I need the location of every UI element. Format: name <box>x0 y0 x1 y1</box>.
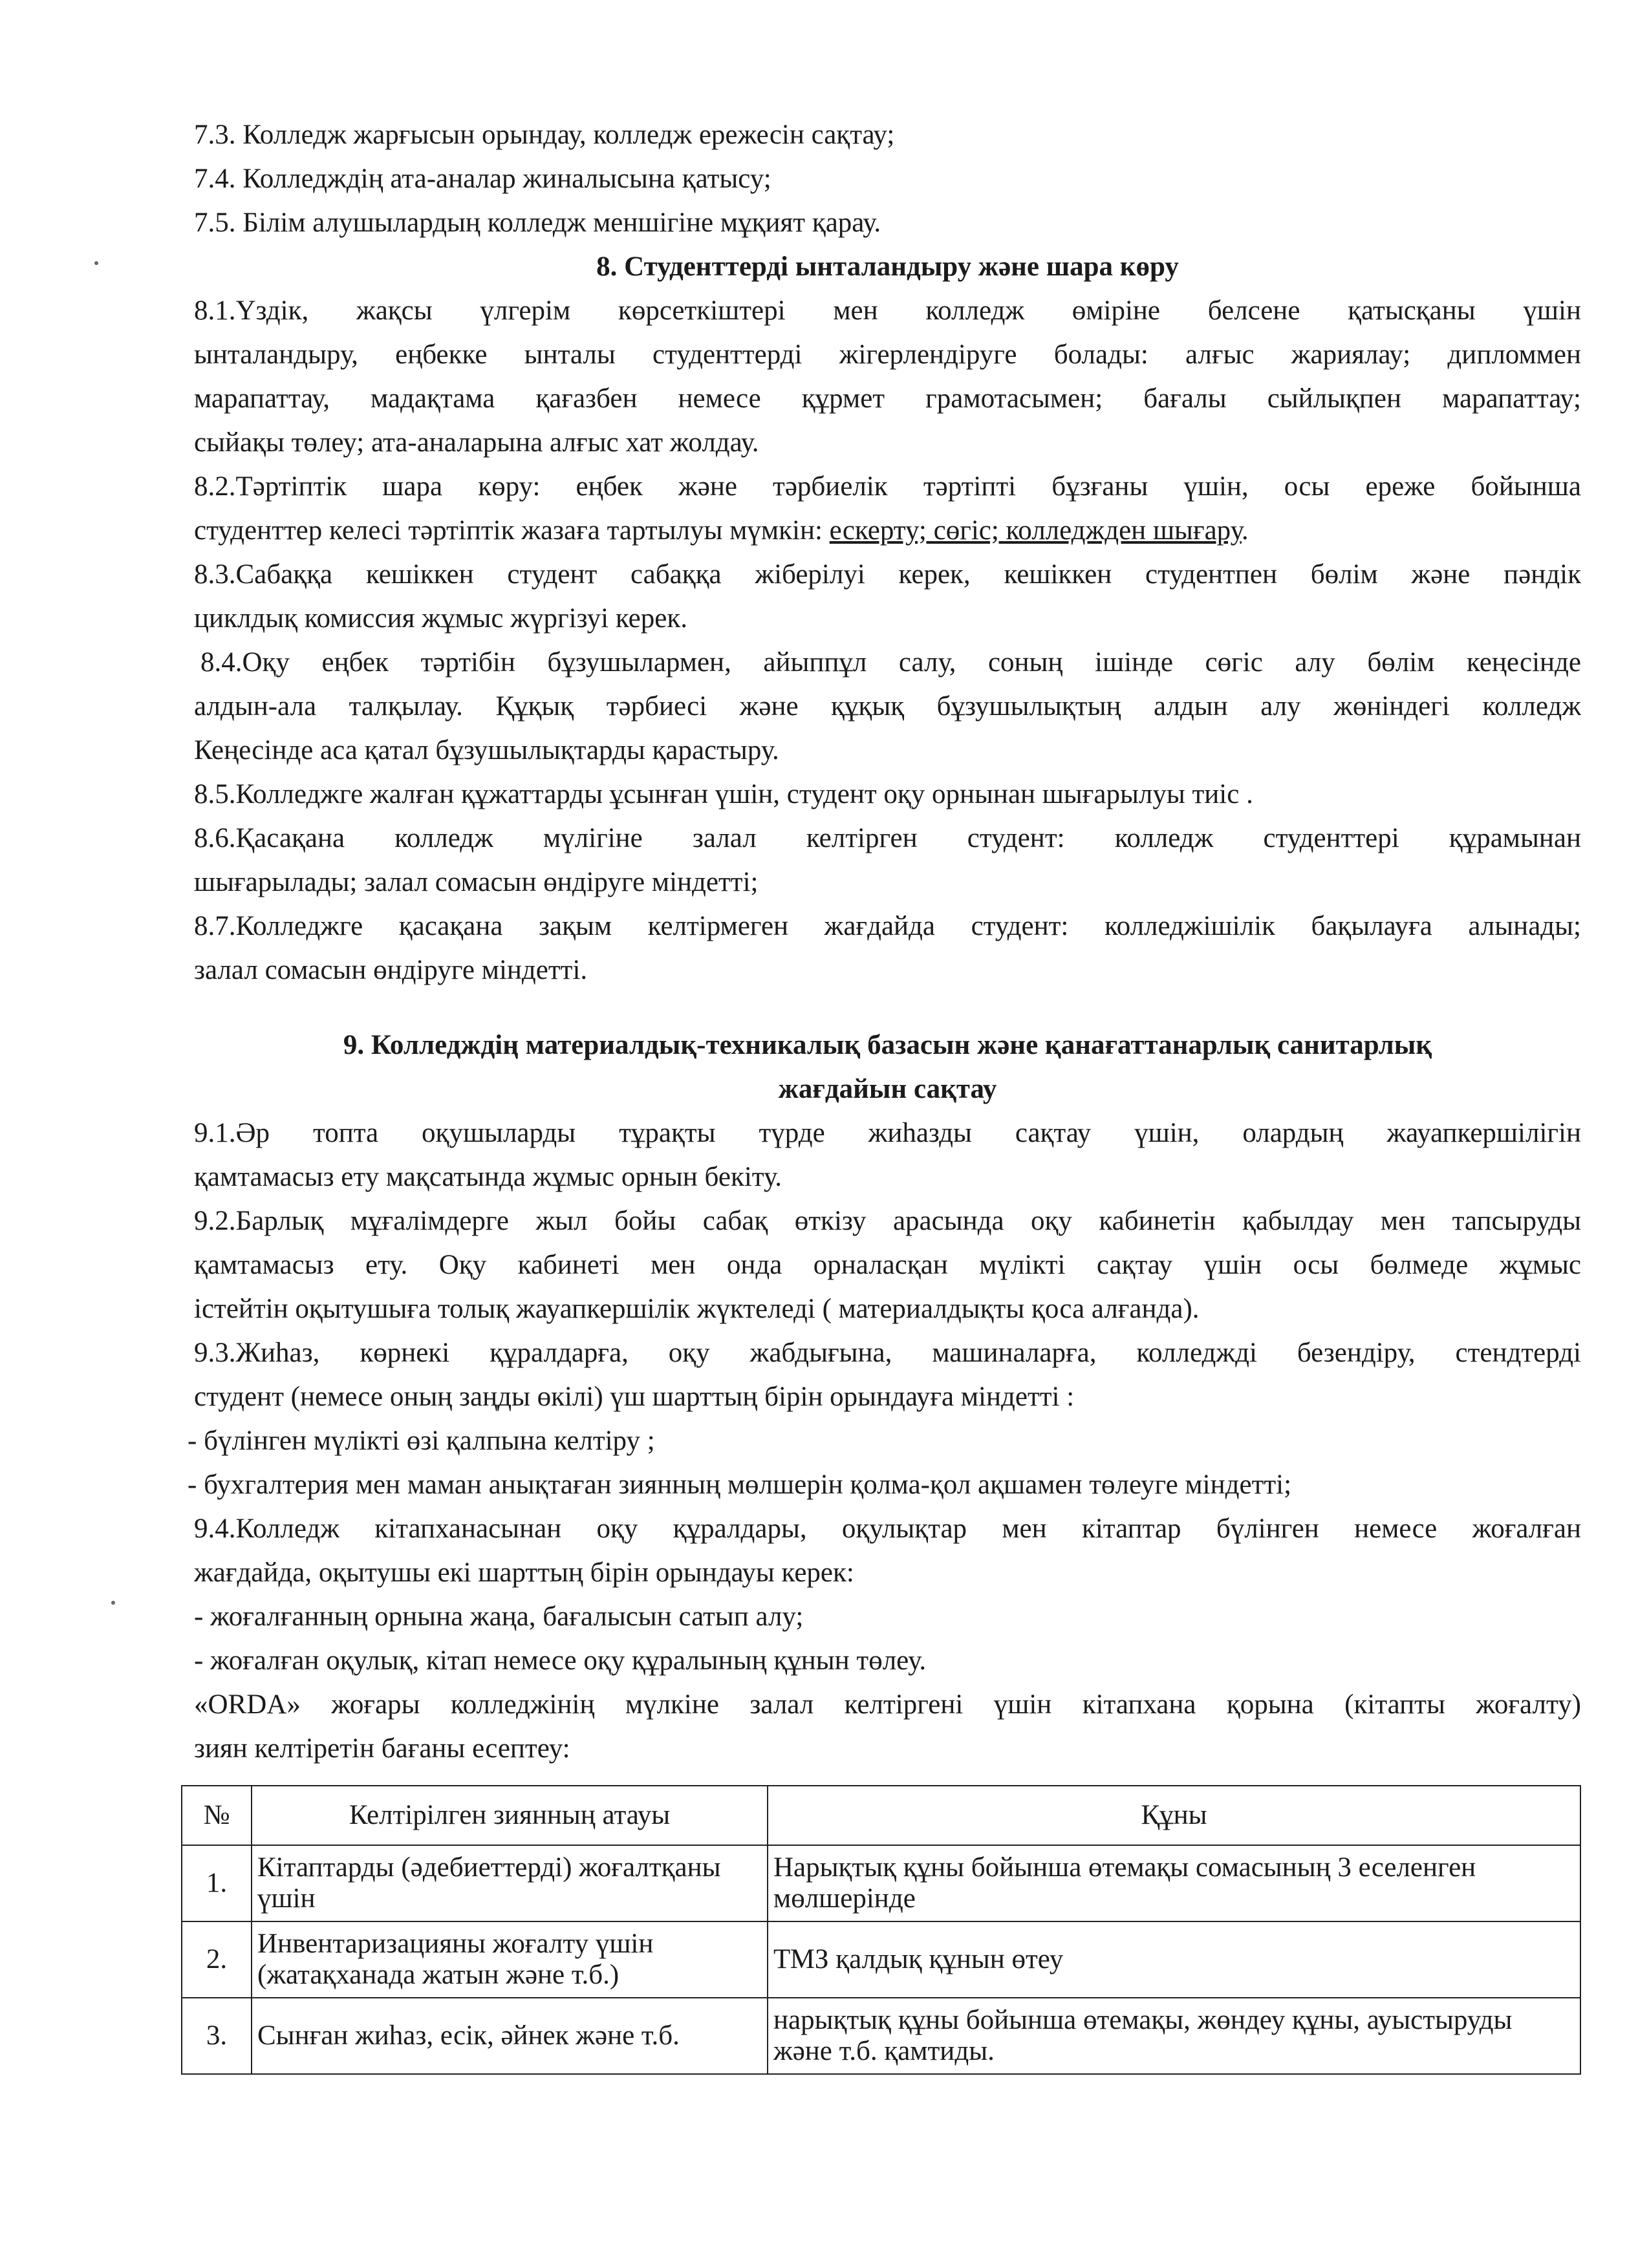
row-cost: ТМЗ қалдық құнын өтеу <box>768 1921 1580 1998</box>
row-cost: нарықтық құны бойынша өтемақы, жөндеу құны, ауыстыруды және т.б. қамтиды. <box>768 1998 1580 2074</box>
paragraph-line: студент (немесе оның заңды өкілі) үш шарттың бірін орындауға міндетті : <box>194 1382 1075 1412</box>
column-header-cost: Құны <box>768 1786 1580 1845</box>
section-heading: 8. Студенттерді ынталандыру және шара көру <box>596 251 1179 282</box>
column-header-number: № <box>182 1786 252 1845</box>
paragraph-line: марапаттау, мадақтама қағазбен немесе құрмет грамотасымен; бағалы сыйлықпен марапаттау; <box>194 383 1581 414</box>
damage-cost-table <box>181 1785 1581 2075</box>
paragraph-line: «ORDA» жоғары колледжінің мүлкіне залал келтіргені үшін кітапхана қорына (кітапты жоғалту) <box>194 1689 1581 1720</box>
paragraph-line: залал сомасын өндіруге міндетті. <box>194 955 588 985</box>
scan-speck <box>111 1601 115 1605</box>
paragraph-line: зиян келтіретін бағаны есептеу: <box>194 1733 570 1764</box>
paragraph-line: жағдайда, оқытушы екі шарттың бірін орындауы керек: <box>194 1557 854 1588</box>
paragraph-line: сыйақы төлеу; ата-аналарына алғыс хат жолдау. <box>194 427 759 458</box>
paragraph-line: қамтамасыз ету мақсатында жұмыс орнын бекіту. <box>194 1162 782 1192</box>
table-row <box>182 1921 1580 1998</box>
scan-speck <box>94 261 98 265</box>
paragraph-line: 8.3.Сабаққа кешіккен студент сабаққа жіберілуі керек, кешіккен студентпен бөлім және пәндік <box>194 559 1581 590</box>
row-damage-name: Кітаптарды (әдебиеттерді) жоғалтқаны үшін <box>252 1845 768 1921</box>
paragraph-line: 8.5.Колледжге жалған құжаттарды ұсынған үшін, студент оқу орнынан шығарылуы тиіс . <box>194 779 1253 809</box>
paragraph-line: 8.1.Үздік, жақсы үлгерім көрсеткіштері мен колледж өміріне белсене қатысқаны үшін <box>194 295 1581 326</box>
row-number: 3. <box>182 1998 252 2074</box>
paragraph-line: 8.6.Қасақана колледж мүлігіне залал келтірген студент: колледж студенттері құрамынан <box>194 823 1581 853</box>
paragraph-line: қамтамасыз ету. Оқу кабинеті мен онда орналасқан мүлікті сақтау үшін осы бөлмеде жұмыс <box>194 1250 1581 1280</box>
row-number: 1. <box>182 1845 252 1921</box>
section-heading: 9. Колледждің материалдық-техникалық базасын және қанағаттанарлық санитарлық <box>343 1030 1432 1060</box>
paragraph-line: 9.3.Жиһаз, көрнекі құралдарға, оқу жабдығына, машиналарға, колледжді безендіру, стендтерді <box>194 1338 1581 1368</box>
list-item: - жоғалған оқулық, кітап немесе оқу құралының құнын төлеу. <box>194 1645 927 1676</box>
document-body <box>188 113 1581 2075</box>
table-row <box>182 1998 1580 2074</box>
table-header-row <box>182 1786 1580 1845</box>
table-row <box>182 1845 1580 1921</box>
text-line: 7.5. Білім алушылардың колледж меншігіне мұқият қарау. <box>194 208 881 238</box>
paragraph-line <box>194 509 1581 553</box>
text-segment: . <box>1241 515 1249 546</box>
row-number: 2. <box>182 1921 252 1998</box>
paragraph-line: 9.1.Әр топта оқушыларды тұрақты түрде жиһазды сақтау үшін, олардың жауапкершілігін <box>194 1118 1581 1148</box>
paragraph-line: циклдық комиссия жұмыс жүргізуі керек. <box>194 603 687 634</box>
list-item: - бүлінген мүлікті өзі қалпына келтіру ; <box>188 1426 655 1456</box>
section-heading: жағдайын сақтау <box>778 1074 997 1104</box>
paragraph-line: 8.4.Оқу еңбек тәртібін бұзушылармен, айыппұл салу, соның ішінде сөгіс алу бөлім кеңесінде <box>200 647 1581 678</box>
paragraph-line: 9.4.Колледж кітапханасынан оқу құралдары, оқулықтар мен кітаптар бүлінген немесе жоғалған <box>194 1514 1581 1544</box>
row-cost: Нарықтық құны бойынша өтемақы сомасының 3 еселенген мөлшерінде <box>768 1845 1580 1921</box>
text-line: 7.4. Колледждің ата-аналар жиналысына қатысу; <box>194 164 771 194</box>
text-line: 7.3. Колледж жарғысын орындау, колледж ережесін сақтау; <box>194 120 895 150</box>
paragraph-line: 9.2.Барлық мұғалімдерге жыл бойы сабақ өткізу арасында оқу кабинетін қабылдау мен тапсыруды <box>194 1206 1581 1236</box>
underlined-penalties: ескерту; сөгіс; колледжден шығару <box>829 515 1242 546</box>
paragraph-line: Кеңесінде аса қатал бұзушылықтарды қарастыру. <box>194 735 779 765</box>
paragraph-line: 8.7.Колледжге қасақана зақым келтірмеген жағдайда студент: колледжішілік бақылауға алынады; <box>194 911 1581 941</box>
paragraph-line: істейтін оқытушыға толық жауапкершілік жүктеледі ( материалдықты қоса алғанда). <box>194 1294 1200 1324</box>
paragraph-line: алдын-ала талқылау. Құқық тәрбиесі және құқық бұзушылықтың алдын алу жөніндегі колледж <box>194 691 1581 722</box>
paragraph-line: ынталандыру, еңбекке ынталы студенттерді жігерлендіруге болады: алғыс жариялау; дипломмен <box>194 339 1581 370</box>
text-segment: студенттер келесі тәртіптік жазаға тартылуы мүмкін: <box>194 515 830 546</box>
column-header-name: Келтірілген зиянның атауы <box>252 1786 768 1845</box>
row-damage-name: Сынған жиһаз, есік, әйнек және т.б. <box>252 1998 768 2074</box>
list-item: - бухгалтерия мен маман анықтаған зиянның мөлшерін қолма-қол ақшамен төлеуге міндетті; <box>188 1470 1292 1500</box>
paragraph-line: 8.2.Тәртіптік шара көру: еңбек және тәрбиелік тәртіпті бұзғаны үшін, осы ереже бойынша <box>194 471 1581 502</box>
list-item: - жоғалғанның орнына жаңа, бағалысын сатып алу; <box>194 1601 804 1632</box>
paragraph-line: шығарылады; залал сомасын өндіруге міндетті; <box>194 867 759 897</box>
row-damage-name: Инвентаризацияны жоғалту үшін (жатақханада жатын және т.б.) <box>252 1921 768 1998</box>
